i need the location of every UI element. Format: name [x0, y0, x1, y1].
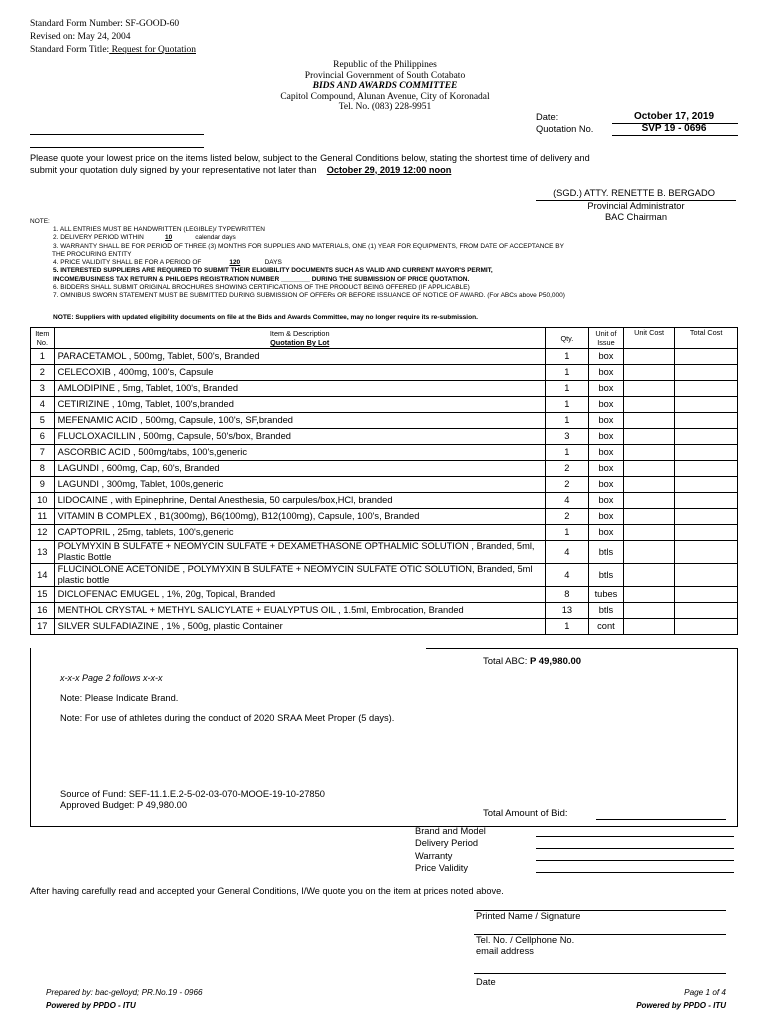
item-number: 6 [31, 429, 55, 445]
item-unit-cost[interactable] [623, 461, 674, 477]
item-qty: 1 [545, 381, 588, 397]
item-unit: box [588, 493, 623, 509]
item-total-cost[interactable] [675, 365, 738, 381]
item-unit: btls [588, 541, 623, 564]
item-unit-cost[interactable] [623, 477, 674, 493]
table-row [31, 365, 738, 381]
item-description: FLUCINOLONE ACETONIDE , POLYMYXIN B SULFATE + NEOMYCIN SULFATE OTIC SOLUTION, Branded, 5ml plastic bottle [54, 564, 545, 587]
item-qty: 4 [545, 564, 588, 587]
signatory-name: (SGD.) ATTY. RENETTE B. BERGADO [553, 188, 715, 198]
delivery-days: 10 [164, 234, 173, 242]
item-total-cost[interactable] [675, 564, 738, 587]
col-qty: Qty. [545, 328, 588, 349]
source-of-fund: Source of Fund: SEF-11.1.E.2-5-02-03-070-MOOE-19-10-27850 [60, 789, 325, 799]
item-qty: 4 [545, 493, 588, 509]
item-total-cost[interactable] [675, 381, 738, 397]
col-unit-cost: Unit Cost [623, 328, 674, 349]
fund-info [60, 789, 325, 811]
signatory-title-2: BAC Chairman [604, 212, 667, 222]
intro-paragraph [30, 153, 590, 176]
item-total-cost[interactable] [675, 397, 738, 413]
item-total-cost[interactable] [675, 429, 738, 445]
deadline: October 29, 2019 12:00 noon [326, 164, 452, 175]
table-row [31, 381, 738, 397]
item-unit: tubes [588, 587, 623, 603]
item-unit-cost[interactable] [623, 445, 674, 461]
table-row [31, 541, 738, 564]
delivery-line[interactable] [536, 848, 734, 849]
delivery-label: Delivery Period [415, 838, 479, 849]
warranty-label: Warranty [415, 850, 453, 861]
prepared-by: Prepared by: bac-gelloyd; PR.No.19 - 0966 [46, 988, 203, 997]
item-number: 2 [31, 365, 55, 381]
item-total-cost[interactable] [675, 445, 738, 461]
page-follows: x-x-x Page 2 follows x-x-x [60, 673, 163, 683]
item-total-cost[interactable] [675, 493, 738, 509]
revised-date: Revised on: May 24, 2004 [30, 32, 131, 42]
table-header-row [31, 328, 738, 349]
item-description: LAGUNDI , 600mg, Cap, 60's, Branded [54, 461, 545, 477]
item-qty: 1 [545, 619, 588, 635]
item-number: 1 [31, 349, 55, 365]
printed-name-label: Printed Name / Signature [476, 911, 581, 921]
item-description: CAPTOPRIL , 25mg, tablets, 100's,generic [54, 525, 545, 541]
item-unit: box [588, 461, 623, 477]
item-description: VITAMIN B COMPLEX , B1(300mg), B6(100mg), B12(100mg), Capsule, 100's, Branded [54, 509, 545, 525]
item-total-cost[interactable] [675, 603, 738, 619]
item-total-cost[interactable] [675, 413, 738, 429]
note-label: NOTE: [30, 218, 50, 225]
item-total-cost[interactable] [675, 619, 738, 635]
total-bid-line[interactable] [596, 819, 726, 820]
email-label: email address [476, 946, 534, 956]
page-number: Page 1 of 4 [684, 988, 726, 997]
table-row [31, 477, 738, 493]
validity-label: Price Validity [415, 862, 469, 873]
item-qty: 1 [545, 413, 588, 429]
item-description: MENTHOL CRYSTAL + METHYL SALICYLATE + EUALYPTUS OIL , 1.5ml, Embrocation, Branded [54, 603, 545, 619]
table-row [31, 413, 738, 429]
item-qty: 2 [545, 509, 588, 525]
item-total-cost[interactable] [675, 349, 738, 365]
item-number: 16 [31, 603, 55, 619]
item-total-cost[interactable] [675, 477, 738, 493]
col-unit: Unit of Issue [588, 328, 623, 349]
item-unit: box [588, 477, 623, 493]
telephone: Tel. No. (083) 228-9951 [338, 102, 432, 112]
table-row [31, 397, 738, 413]
table-row [31, 429, 738, 445]
item-number: 13 [31, 541, 55, 564]
acceptance-statement: After having carefully read and accepted your General Conditions, I/We quote you on the item at prices noted above. [30, 886, 504, 896]
note-1: 1. ALL ENTRIES MUST BE HANDWRITTEN (LEGIBLE)/ TYPEWRITTEN [53, 226, 265, 233]
table-row [31, 493, 738, 509]
item-qty: 1 [545, 445, 588, 461]
item-total-cost[interactable] [675, 541, 738, 564]
item-unit-cost[interactable] [623, 603, 674, 619]
item-number: 10 [31, 493, 55, 509]
form-header [30, 18, 196, 57]
brand-line[interactable] [536, 836, 734, 837]
item-description: LIDOCAINE , with Epinephrine, Dental Anesthesia, 50 carpules/box,HCl, branded [54, 493, 545, 509]
item-unit: cont [588, 619, 623, 635]
table-row [31, 564, 738, 587]
form-title: Request for Quotation [109, 45, 196, 55]
item-description: CETIRIZINE , 10mg, Tablet, 100's,branded [54, 397, 545, 413]
item-unit: box [588, 429, 623, 445]
republic: Republic of the Philippines [333, 60, 437, 70]
item-unit: box [588, 525, 623, 541]
item-unit: box [588, 445, 623, 461]
table-row [31, 349, 738, 365]
note-6: 6. BIDDERS SHALL SUBMIT ORIGINAL BROCHURES SHOWING CERTIFICATIONS OF THE PRODUCT BEING OFFERED (IF APPLICABLE) [53, 284, 470, 292]
note-3a: 3. WARRANTY SHALL BE FOR PERIOD OF THREE (3) MONTHS FOR SUPPLIES AND MATERIALS, ONE (1) YEAR FOR EQUIPMENTS, FROM DATE OF ACCEPTANCE BY [53, 242, 564, 250]
date-line[interactable] [474, 973, 726, 974]
item-number: 11 [31, 509, 55, 525]
note-3b: THE PROCURING ENTITY [52, 250, 132, 258]
item-unit-cost[interactable] [623, 525, 674, 541]
item-number: 4 [31, 397, 55, 413]
col-item-no: Item No. [31, 328, 55, 349]
committee: BIDS AND AWARDS COMMITTEE [312, 81, 458, 91]
table-row [31, 461, 738, 477]
item-qty: 1 [545, 397, 588, 413]
table-row [31, 445, 738, 461]
item-qty: 1 [545, 525, 588, 541]
address: Capitol Compound, Alunan Avenue, City of Koronadal [280, 91, 490, 102]
blank-line-2 [30, 147, 204, 148]
contact-labels [476, 935, 574, 957]
table-row [31, 603, 738, 619]
item-description: PARACETAMOL , 500mg, Tablet, 500's, Branded [54, 349, 545, 365]
note-7: 7. OMNIBUS SWORN STATEMENT MUST BE SUBMITTED DURING SUBMISSION OF OFFERs OR BEFORE ISSUANCE OF NOTICE OF AWARD. (For ABCs above P50,000) [53, 292, 565, 300]
item-unit-cost[interactable] [623, 564, 674, 587]
item-qty: 8 [545, 587, 588, 603]
item-number: 7 [31, 445, 55, 461]
item-description: ASCORBIC ACID , 500mg/tabs, 100's,generic [54, 445, 545, 461]
table-row [31, 525, 738, 541]
item-unit-cost[interactable] [623, 509, 674, 525]
item-qty: 3 [545, 429, 588, 445]
item-description: MEFENAMIC ACID , 500mg, Capsule, 100's, SF,branded [54, 413, 545, 429]
signatory-titles [536, 201, 736, 223]
item-unit-cost[interactable] [623, 349, 674, 365]
note-2: 2. DELIVERY PERIOD WITHIN 10 calendar days [53, 234, 236, 242]
item-unit-cost[interactable] [623, 413, 674, 429]
date-label: Date: [536, 112, 559, 122]
item-number: 14 [31, 564, 55, 587]
tel-label: Tel. No. / Cellphone No. [476, 935, 575, 945]
note-5b: INCOME/BUSINESS TAX RETURN & PHILGEPS REGISTRATION NUMBER ________ DURING THE SUBMISSION OF PRICE QUOTATION. [53, 275, 470, 283]
item-unit: btls [588, 603, 623, 619]
col-description: Item & Description Quotation By Lot [54, 328, 545, 349]
date-sign-label: Date [476, 977, 496, 987]
brand-note: Note: Please Indicate Brand. [60, 693, 179, 703]
item-unit: box [588, 397, 623, 413]
item-qty: 2 [545, 477, 588, 493]
item-number: 17 [31, 619, 55, 635]
item-description: POLYMYXIN B SULFATE + NEOMYCIN SULFATE + DEXAMETHASONE OPTHALMIC SOLUTION , Branded, 5ml, Plastic Bottle [54, 541, 545, 564]
table-row [31, 509, 738, 525]
date-value: October 17, 2019 [633, 111, 715, 122]
blank-line-1 [30, 134, 204, 135]
item-unit: box [588, 381, 623, 397]
item-number: 9 [31, 477, 55, 493]
item-total-cost[interactable] [675, 509, 738, 525]
item-description: FLUCLOXACILLIN , 500mg, Capsule, 50's/box, Branded [54, 429, 545, 445]
item-unit-cost[interactable] [623, 587, 674, 603]
quotation-underline [612, 135, 738, 136]
item-number: 8 [31, 461, 55, 477]
item-description: SILVER SULFADIAZINE , 1% , 500g, plastic Container [54, 619, 545, 635]
col-total-cost: Total Cost [675, 328, 738, 349]
note-4: 4. PRICE VALIDITY SHALL BE FOR A PERIOD OF 120 DAYS [53, 259, 282, 267]
intro-line-2: submit your quotation duly signed by your representative not later than October 29, 2019 12:00 noon [30, 164, 452, 175]
item-total-cost[interactable] [675, 587, 738, 603]
item-qty: 2 [545, 461, 588, 477]
warranty-line[interactable] [536, 860, 734, 861]
signatory-title-1: Provincial Administrator [587, 201, 685, 211]
item-unit-cost[interactable] [623, 381, 674, 397]
item-unit: box [588, 349, 623, 365]
item-number: 3 [31, 381, 55, 397]
validity-line[interactable] [536, 872, 734, 873]
item-description: LAGUNDI , 300mg, Tablet, 100s,generic [54, 477, 545, 493]
item-description: AMLODIPINE , 5mg, Tablet, 100's, Branded [54, 381, 545, 397]
athletes-note: Note: For use of athletes during the conduct of 2020 SRAA Meet Proper (5 days). [60, 713, 395, 723]
item-total-cost[interactable] [675, 525, 738, 541]
quotation-label: Quotation No. [536, 124, 594, 134]
item-unit-cost[interactable] [623, 397, 674, 413]
summary-divider-top [426, 648, 737, 649]
agency-block [0, 60, 770, 113]
item-unit: box [588, 413, 623, 429]
item-total-cost[interactable] [675, 461, 738, 477]
brand-label: Brand and Model [415, 826, 486, 836]
item-number: 5 [31, 413, 55, 429]
item-number: 15 [31, 587, 55, 603]
note-5a: 5. INTERESTED SUPPLIERS ARE REQUIRED TO SUBMIT THEIR ELIGIBILITY DOCUMENTS SUCH AS VALID AND CURRENT MAYOR'S PERMIT, [53, 267, 493, 275]
table-row [31, 619, 738, 635]
item-number: 12 [31, 525, 55, 541]
items-table [30, 327, 738, 635]
notes-list [53, 226, 565, 301]
province: Provincial Government of South Cotabato [304, 70, 466, 81]
item-qty: 4 [545, 541, 588, 564]
total-abc: Total ABC: P 49,980.00 [483, 656, 582, 667]
item-qty: 1 [545, 349, 588, 365]
item-unit-cost[interactable] [623, 541, 674, 564]
quotation-value: SVP 19 - 0696 [641, 123, 707, 134]
powered-by-left: Powered by PPDO - ITU [46, 1001, 136, 1010]
item-unit: btls [588, 564, 623, 587]
item-qty: 13 [545, 603, 588, 619]
item-unit-cost[interactable] [623, 365, 674, 381]
powered-by-right: Powered by PPDO - ITU [636, 1001, 726, 1010]
item-qty: 1 [545, 365, 588, 381]
item-unit-cost[interactable] [623, 619, 674, 635]
item-unit: box [588, 365, 623, 381]
bid-fields [415, 825, 486, 874]
table-row [31, 587, 738, 603]
total-bid-label: Total Amount of Bid: [483, 808, 568, 819]
item-unit-cost[interactable] [623, 429, 674, 445]
item-description: CELECOXIB , 400mg, 100's, Capsule [54, 365, 545, 381]
approved-budget: Approved Budget: P 49,980.00 [60, 800, 187, 810]
item-unit-cost[interactable] [623, 493, 674, 509]
intro-line-1: Please quote your lowest price on the items listed below, subject to the General Conditions below, stating the shortest time of delivery and [30, 153, 590, 163]
item-description: DICLOFENAC EMUGEL , 1%, 20g, Topical, Branded [54, 587, 545, 603]
form-title-line: Standard Form Title: Request for Quotation [30, 45, 196, 55]
total-abc-value: P 49,980.00 [530, 656, 582, 667]
form-number: Standard Form Number: SF-GOOD-60 [30, 19, 180, 29]
validity-days: 120 [229, 259, 241, 267]
item-unit: box [588, 509, 623, 525]
eligibility-note: NOTE: Suppliers with updated eligibility documents on file at the Bids and Awards Committee, may no longer require its re-submission. [53, 314, 478, 321]
